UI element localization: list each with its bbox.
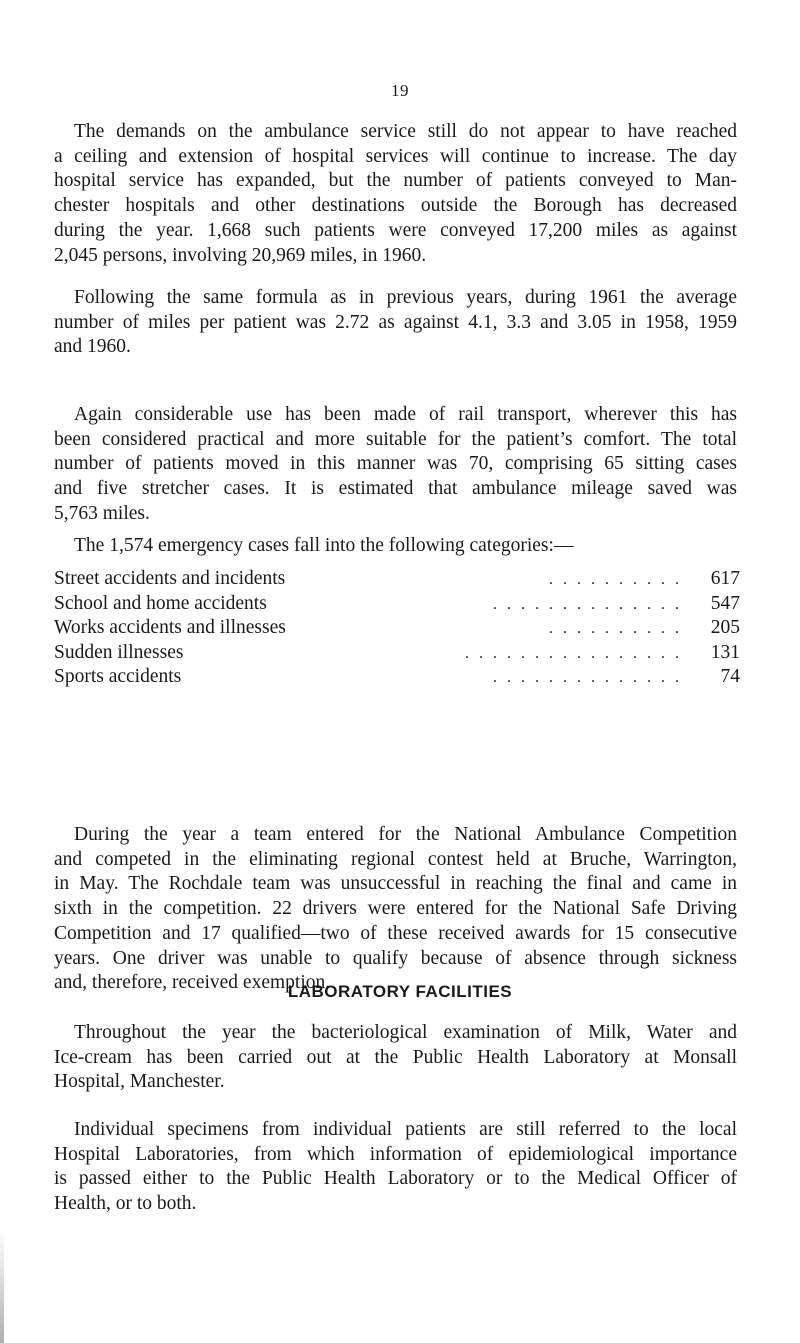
category-label: Sudden illnesses [54, 641, 184, 663]
category-label: Works accidents and illnesses [54, 617, 286, 638]
text-line: Individual specimens from individual patients are still referred to the local [74, 1119, 737, 1140]
text-line: and 1960. [54, 336, 131, 358]
paragraph-competitions [54, 823, 737, 996]
category-row [54, 616, 740, 641]
text-line: 5,763 miles. [54, 502, 150, 524]
text-line: hospital service has expanded, but the number of patients conveyed to Man- [54, 170, 737, 192]
category-row [54, 665, 740, 690]
text-line: and competed in the eliminating regional contest held at Bruche, Warrington, [54, 848, 737, 870]
text-line: Hospital, Manchester. [54, 1071, 225, 1093]
category-label: School and home accidents [54, 592, 267, 614]
page-number: 19 [391, 81, 409, 100]
text-line: number of miles per patient was 2.72 as against 4.1, 3.3 and 3.05 in 1958, 1959 [54, 311, 737, 333]
category-value: 547 [710, 592, 740, 614]
text-line: Hospital Laboratories, from which information of epidemiological importance [54, 1143, 737, 1165]
category-value: 131 [710, 641, 740, 663]
paragraph-specimens [54, 1118, 737, 1217]
leader-dots: . . . . . . . . . . . . . . . . [465, 644, 682, 662]
text-line: years. One driver was unable to qualify because of absence through sickness [54, 947, 737, 969]
section-heading: LABORATORY FACILITIES [287, 982, 513, 1001]
category-label: Street accidents and incidents [54, 568, 286, 589]
text-line: Again considerable use has been made of rail transport, wherever this has [74, 404, 737, 425]
text-line: During the year a team entered for the National Ambulance Competition [74, 824, 737, 845]
category-row [54, 592, 740, 617]
text-line: Competition and 17 qualified—two of these received awards for 15 consecutive [54, 922, 737, 944]
category-value: 617 [710, 568, 740, 589]
text-line: chester hospitals and other destinations outside the Borough has decreased [54, 195, 737, 217]
category-value: 205 [710, 617, 740, 638]
text-line: and, therefore, received exemption. [54, 972, 331, 994]
paragraph-average-miles [54, 286, 737, 360]
leader-dots: . . . . . . . . . . . . . . [493, 595, 682, 613]
text-line: is passed either to the Public Health Laboratory or to the Medical Officer of [54, 1168, 737, 1190]
text-line: Ice-cream has been carried out at the Public Health Laboratory at Monsall [54, 1046, 737, 1068]
paragraph-emergency-intro [54, 534, 754, 559]
text-line: number of patients moved in this manner was 70, comprising 65 sitting cases [54, 453, 737, 475]
text-line: Health, or to both. [54, 1193, 197, 1215]
text-line: Throughout the year the bacteriological examination of Milk, Water and [74, 1022, 737, 1043]
page-edge-shadow [0, 1230, 4, 1343]
text-line: 2,045 persons, involving 20,969 miles, in 1960. [54, 244, 427, 266]
paragraph-bacteriological [54, 1021, 737, 1095]
category-row [54, 641, 740, 666]
text-line: been considered practical and more suitable for the patient’s comfort. The total [54, 428, 737, 450]
text-line: The demands on the ambulance service still do not appear to have reached [74, 121, 737, 142]
text-line: sixth in the competition. 22 drivers were entered for the National Safe Driving [54, 898, 737, 920]
text-line: in May. The Rochdale team was unsuccessful in reaching the final and came in [54, 873, 737, 895]
paragraph-rail-transport [54, 403, 737, 527]
category-label: Sports accidents [54, 666, 182, 687]
text-line: a ceiling and extension of hospital services will continue to increase. The day [54, 145, 737, 167]
category-value: 74 [720, 666, 740, 687]
text-line: and five stretcher cases. It is estimated that ambulance mileage saved was [54, 478, 737, 500]
text-line: during the year. 1,668 such patients were conveyed 17,200 miles as against [54, 219, 737, 241]
emergency-categories-list [54, 567, 740, 690]
paragraph-ambulance-demands [54, 120, 737, 268]
leader-dots: . . . . . . . . . . [549, 571, 682, 588]
text-line: Following the same formula as in previous years, during 1961 the average [74, 287, 737, 308]
text-line: The 1,574 emergency cases fall into the following categories:— [74, 535, 574, 556]
leader-dots: . . . . . . . . . . . . . . [493, 669, 682, 686]
category-row [54, 567, 740, 592]
leader-dots: . . . . . . . . . . [549, 620, 682, 637]
